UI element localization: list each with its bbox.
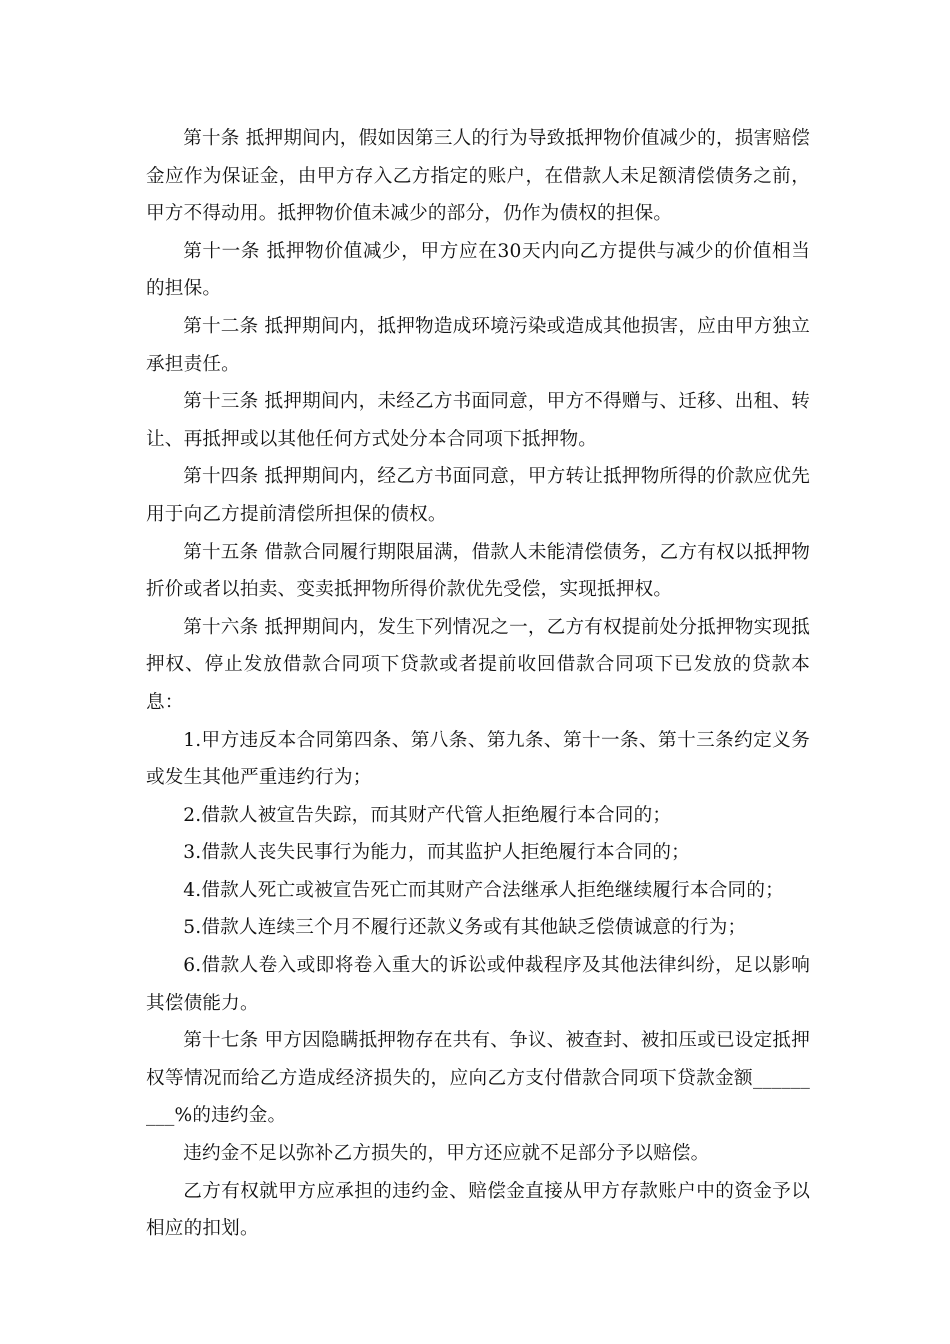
clause-10: 第十条 抵押期间内，假如因第三人的行为导致抵押物价值减少的，损害赔偿金应作为保证金，由甲方存入乙方指定的账户，在借款人未足额清偿债务之前，甲方不得动用。抵押物价值未减少的部分，仍作为债权的担保。 — [146, 128, 810, 225]
clause-14: 第十四条 抵押期间内，经乙方书面同意，甲方转让抵押物所得的价款应优先用于向乙方提前清偿所担保的债权。 — [146, 466, 810, 525]
clause-16-item-1: 1.甲方违反本合同第四条、第八条、第九条、第十一条、第十三条约定义务或发生其他严重违约行为； — [146, 729, 810, 789]
clause-16-item-5: 5.借款人连续三个月不履行还款义务或有其他缺乏偿债诚意的行为； — [183, 917, 747, 939]
clause-16-item-2: 2.借款人被宣告失踪，而其财产代管人拒绝履行本合同的； — [183, 804, 672, 826]
clause-13: 第十三条 抵押期间内，未经乙方书面同意，甲方不得赠与、迁移、出租、转让、再抵押或以其他任何方式处分本合同项下抵押物。 — [146, 391, 810, 450]
clause-17: 第十七条 甲方因隐瞒抵押物存在共有、争议、被查封、被扣压或已设定抵押权等情况而给乙方造成经济损失的，应向乙方支付借款合同项下贷款金额_________%的违约金。 — [146, 1030, 810, 1127]
clause-15: 第十五条 借款合同履行期限届满，借款人未能清偿债务，乙方有权以抵押物折价或者以拍卖、变卖抵押物所得价款优先受偿，实现抵押权。 — [146, 541, 810, 601]
clause-16-item-3: 3.借款人丧失民事行为能力，而其监护人拒绝履行本合同的； — [183, 842, 690, 864]
clause-16: 第十六条 抵押期间内，发生下列情况之一，乙方有权提前处分抵押物实现抵押权、停止发放借款合同项下贷款或者提前收回借款合同项下已发放的贷款本息： — [146, 616, 810, 713]
document-body — [146, 120, 810, 1248]
clause-16-item-4: 4.借款人死亡或被宣告死亡而其财产合法继承人拒绝继续履行本合同的； — [183, 879, 784, 901]
deduction-clause: 乙方有权就甲方应承担的违约金、赔偿金直接从甲方存款账户中的资金予以相应的扣划。 — [146, 1180, 810, 1240]
clause-12: 第十二条 抵押期间内，抵押物造成环境污染或造成其他损害，应由甲方独立承担责任。 — [146, 315, 810, 375]
clause-11: 第十一条 抵押物价值减少，甲方应在30天内向乙方提供与减少的价值相当的担保。 — [146, 240, 810, 300]
clause-16-item-6: 6.借款人卷入或即将卷入重大的诉讼或仲裁程序及其他法律纠纷，足以影响其偿债能力。 — [146, 955, 810, 1014]
penalty-note: 违约金不足以弥补乙方损失的，甲方还应就不足部分予以赔偿。 — [183, 1143, 710, 1165]
